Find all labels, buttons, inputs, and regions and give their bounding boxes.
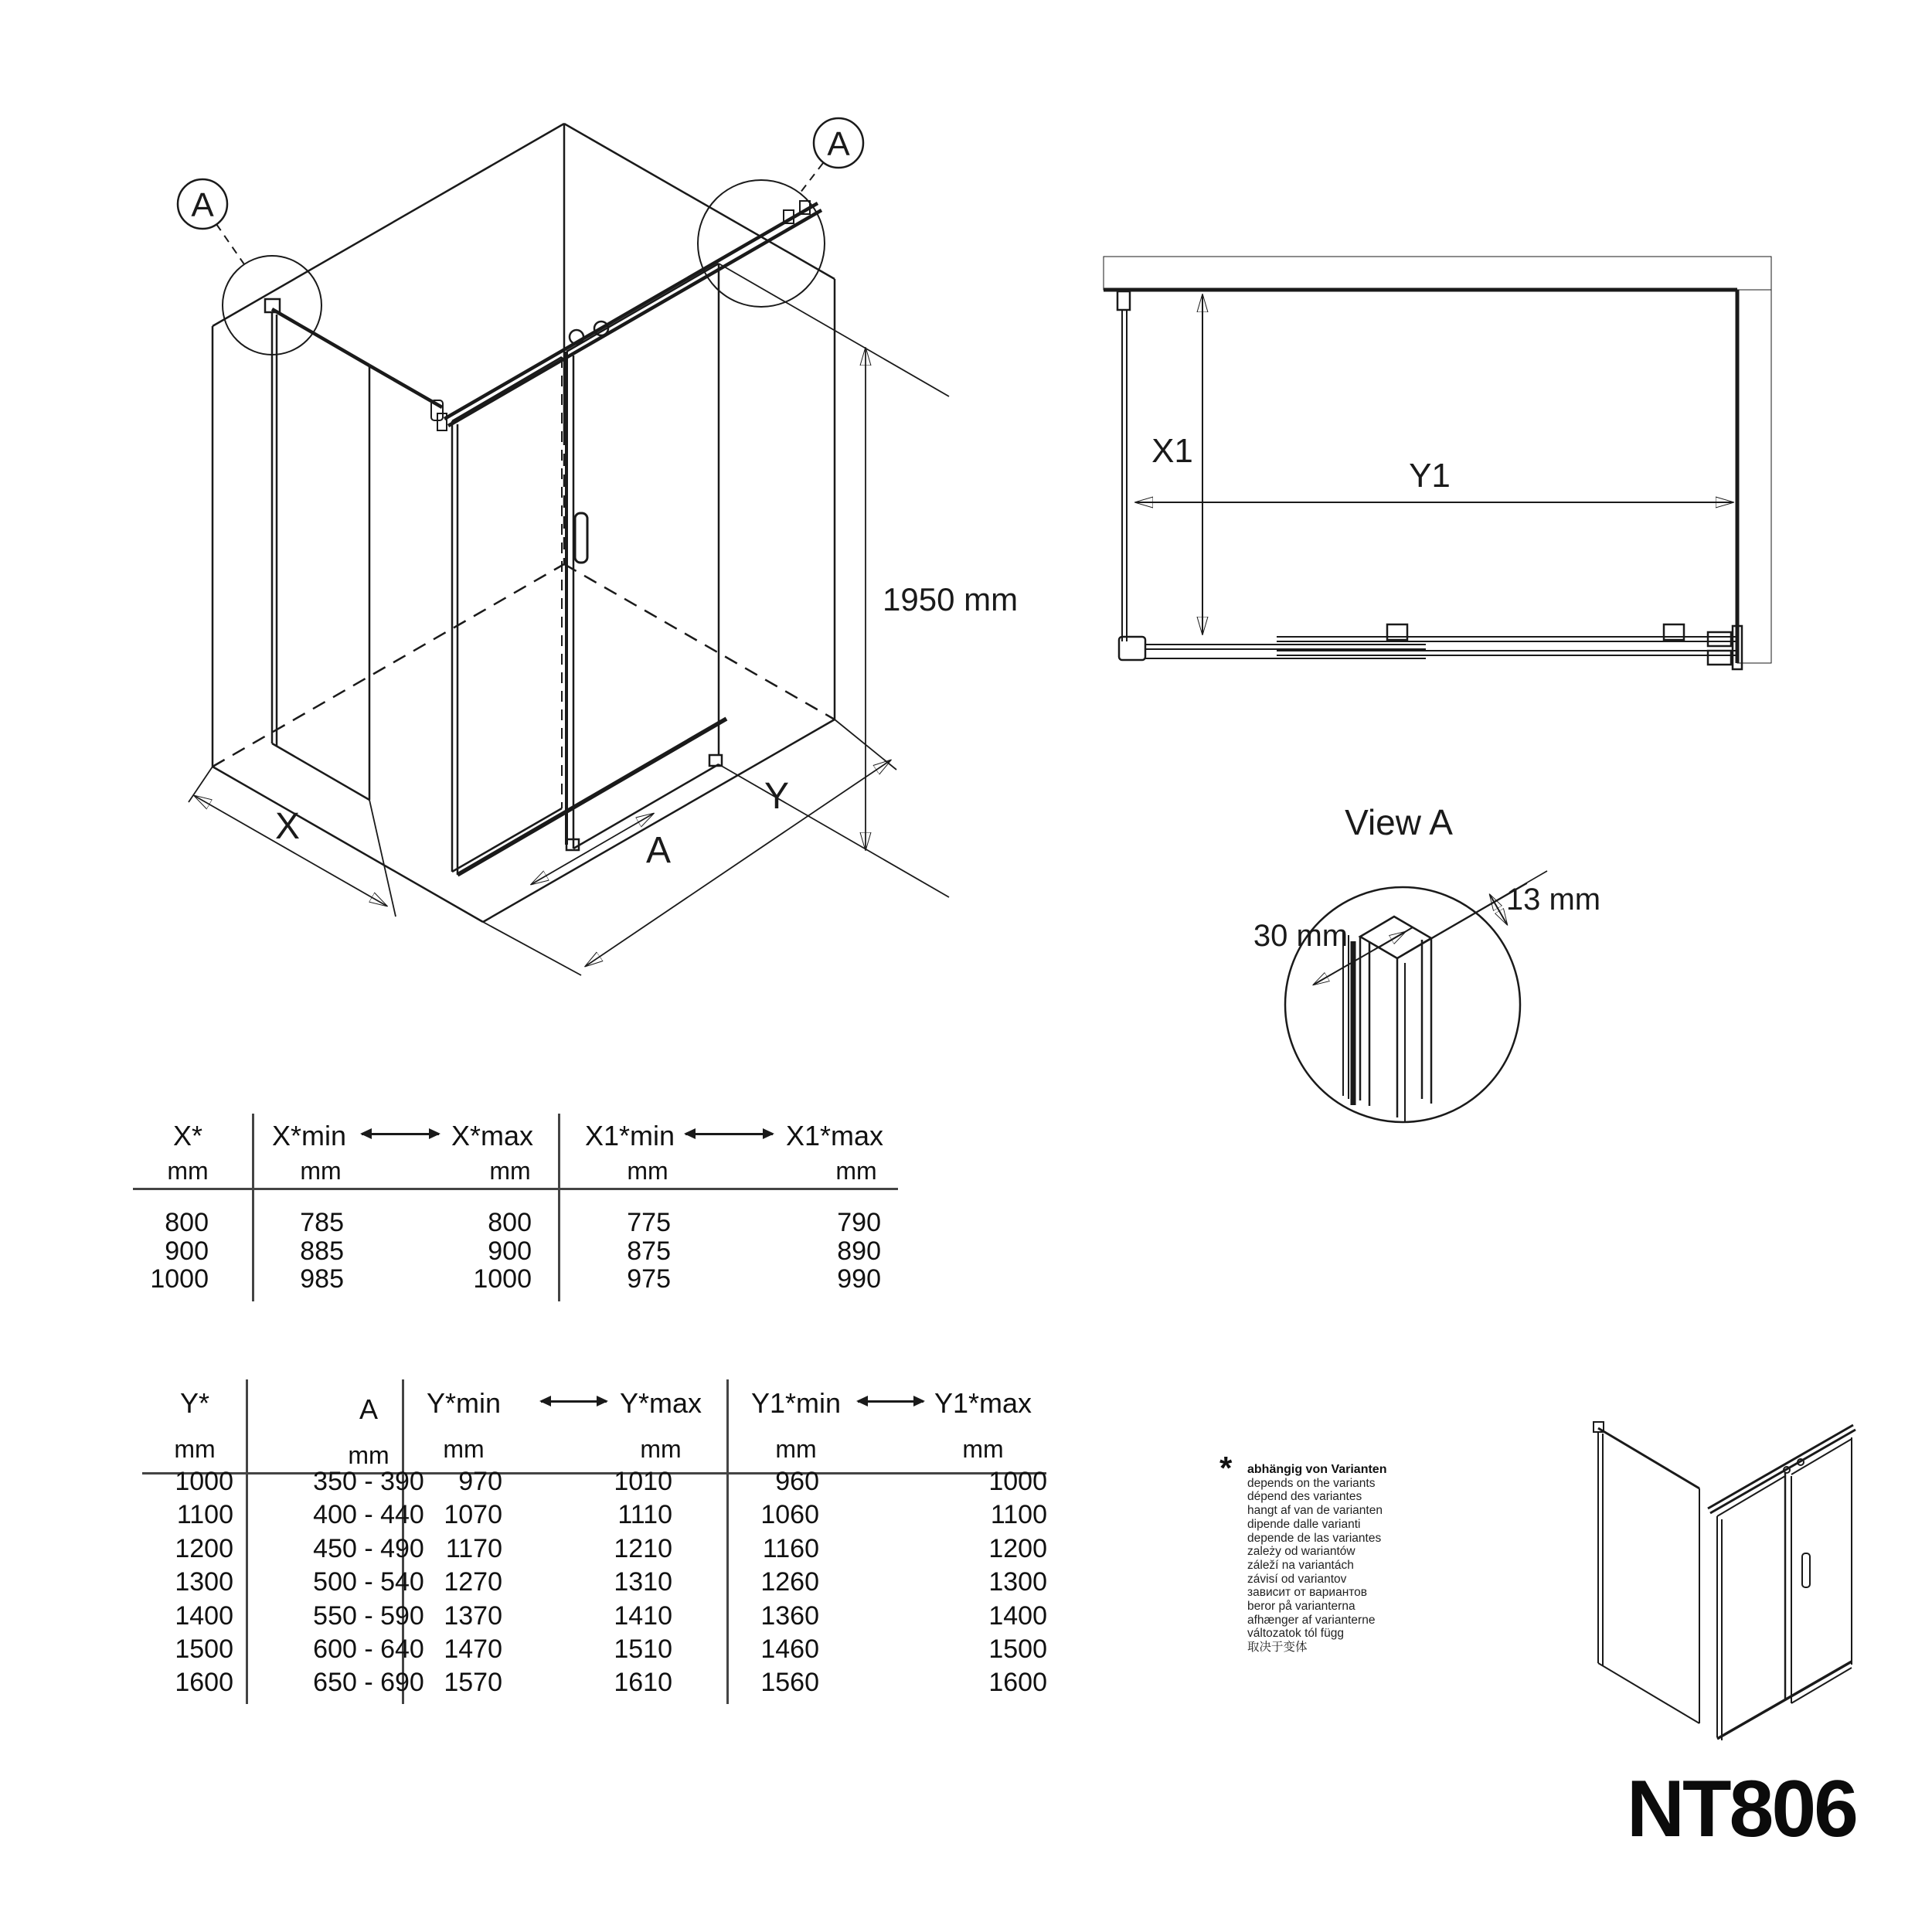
- plan-view: [1066, 232, 1855, 711]
- table-cell: 1000: [150, 1264, 209, 1294]
- table-cell: 1170: [445, 1533, 502, 1563]
- table-cell: 1300: [988, 1567, 1047, 1597]
- table-column: [931, 1465, 1047, 1700]
- table-cell: 1100: [990, 1500, 1047, 1530]
- table-cell: 885: [300, 1236, 344, 1266]
- table-cell: 1360: [760, 1600, 819, 1631]
- range-arrow-icon: [362, 1133, 439, 1135]
- table-cell: 500 - 540: [313, 1567, 424, 1597]
- table-cell: 1100: [176, 1500, 233, 1530]
- table-cell: 1370: [444, 1600, 502, 1631]
- table-cell: 1570: [444, 1668, 502, 1698]
- x1-dimension: [1151, 295, 1202, 634]
- range-arrow-icon: [858, 1400, 923, 1403]
- table-cell: 1270: [444, 1567, 502, 1597]
- y-table-header: Y*min: [426, 1387, 502, 1419]
- x-dimension: [189, 767, 396, 917]
- table-column: [135, 1465, 233, 1700]
- y-table-header: Y1*min: [750, 1387, 842, 1419]
- note-line: dépend des variantes: [1247, 1490, 1362, 1504]
- table-column: [594, 1209, 671, 1294]
- note-line: 取决于变体: [1247, 1641, 1308, 1655]
- table-cell: 350 - 390: [313, 1467, 424, 1496]
- table-cell: 1000: [988, 1467, 1047, 1496]
- note-line: depende de las variantes: [1247, 1531, 1382, 1545]
- unit-label: mm: [775, 1435, 817, 1463]
- note-line: depends on the variants: [1247, 1476, 1376, 1490]
- unit-label: mm: [300, 1157, 342, 1185]
- table-cell: 1560: [760, 1668, 819, 1698]
- door-threshold: [457, 719, 726, 875]
- table-cell: 1310: [614, 1567, 672, 1597]
- table-cell: 1610: [614, 1668, 672, 1698]
- y-table-header: Y1*max: [934, 1387, 1032, 1419]
- corner-walls: [213, 124, 835, 767]
- table-cell: 1410: [614, 1600, 672, 1631]
- view-a-title: View A: [1345, 802, 1453, 842]
- table-cell: 1060: [760, 1500, 819, 1530]
- table-column: [386, 1465, 502, 1700]
- note-line: változatok tól függ: [1247, 1627, 1344, 1641]
- table-cell: 900: [488, 1236, 532, 1266]
- view-a-detail: [1206, 788, 1638, 1175]
- sliding-door: [566, 264, 722, 850]
- side-glass-panel: [265, 299, 443, 800]
- end-fitting: [1708, 632, 1731, 646]
- table-cell: 450 - 490: [313, 1533, 424, 1563]
- table-cell: 790: [837, 1208, 881, 1237]
- table-cell: 985: [300, 1264, 344, 1294]
- note-line: dipende dalle varianti: [1247, 1517, 1361, 1531]
- table-cell: 900: [165, 1236, 209, 1266]
- note-line: afhænger af varianterne: [1247, 1613, 1376, 1627]
- note-line: abhängig von Varianten: [1247, 1463, 1387, 1476]
- note-line: hangt af van de varianten: [1247, 1504, 1383, 1518]
- table-cell: 1400: [988, 1600, 1047, 1631]
- wall-hatch-right: [1737, 290, 1771, 663]
- table-column: [131, 1209, 209, 1294]
- detail-label: A: [191, 186, 214, 224]
- table-divider: [252, 1114, 254, 1301]
- y-dimension-label: Y: [764, 776, 790, 817]
- unit-label: mm: [348, 1441, 389, 1469]
- table-cell: 775: [627, 1208, 671, 1237]
- table-divider: [246, 1379, 248, 1704]
- table-cell: 1600: [988, 1668, 1047, 1698]
- end-fitting: [1708, 651, 1731, 665]
- table-cell: 1400: [175, 1600, 233, 1631]
- product-thumbnail: [1569, 1406, 1878, 1762]
- table-cell: 970: [458, 1467, 502, 1496]
- thumb-door-handle: [1802, 1553, 1810, 1587]
- unit-label: mm: [962, 1435, 1004, 1463]
- door-handle: [575, 513, 587, 563]
- range-arrow-icon: [541, 1400, 607, 1403]
- y1-dimension: [1136, 457, 1733, 502]
- table-cell: 785: [300, 1208, 344, 1237]
- table-cell: 990: [837, 1264, 881, 1294]
- footnote-marker: *: [1219, 1450, 1233, 1486]
- height-dimension-label: 1950 mm: [883, 581, 1019, 617]
- table-cell: 800: [488, 1208, 532, 1237]
- x-table: [131, 1113, 904, 1314]
- thumb-side-panel: [1594, 1422, 1699, 1723]
- table-cell: 600 - 640: [313, 1634, 424, 1664]
- table-cell: 1110: [617, 1500, 672, 1530]
- dim-13mm-label: 13 mm: [1505, 883, 1601, 917]
- profile-section: [1343, 917, 1431, 1122]
- unit-label: mm: [835, 1157, 877, 1185]
- x-table-header: X1*min: [584, 1120, 675, 1151]
- table-cell: 960: [775, 1467, 819, 1496]
- table-cell: 875: [627, 1236, 671, 1266]
- x-table-header: X*min: [271, 1120, 347, 1151]
- note-line: závisí od variantov: [1247, 1572, 1347, 1586]
- shower-tray: [213, 719, 835, 922]
- model-code: NT806: [1626, 1764, 1856, 1854]
- unit-label: mm: [443, 1435, 485, 1463]
- detail-callout-left: [178, 179, 321, 355]
- note-line: záleží na variantách: [1247, 1558, 1354, 1572]
- table-cell: 1000: [473, 1264, 532, 1294]
- plan-door-assembly: [1119, 624, 1742, 669]
- table-cell: 1470: [444, 1634, 502, 1664]
- note-line: beror på varianterna: [1247, 1600, 1355, 1614]
- isometric-drawing: [0, 0, 1043, 1043]
- note-line: zależy od wariantów: [1247, 1545, 1355, 1559]
- table-column: [703, 1465, 819, 1700]
- y-table: [135, 1379, 1055, 1708]
- range-arrow-icon: [685, 1133, 773, 1135]
- table-cell: 1460: [760, 1634, 819, 1664]
- table-cell: 550 - 590: [313, 1600, 424, 1631]
- x-table-header: X*: [172, 1120, 203, 1151]
- table-cell: 650 - 690: [313, 1668, 424, 1698]
- table-divider: [558, 1114, 560, 1301]
- footnote-translations: [1247, 1463, 1386, 1655]
- plan-side-panel: [1117, 291, 1130, 641]
- wall-hatch-top: [1104, 257, 1771, 290]
- table-cell: 890: [837, 1236, 881, 1266]
- table-cell: 1200: [175, 1533, 233, 1563]
- table-column: [267, 1209, 344, 1294]
- y-dimension: [483, 719, 896, 975]
- table-cell: 800: [165, 1208, 209, 1237]
- x-table-header: X1*max: [785, 1120, 884, 1151]
- table-cell: 1260: [760, 1567, 819, 1597]
- y-table-header: A: [359, 1393, 379, 1425]
- y1-dimension-label: Y1: [1409, 457, 1451, 495]
- note-line: зависит от вариантов: [1247, 1586, 1368, 1600]
- x1-dimension-label: X1: [1151, 432, 1193, 470]
- y-table-header: Y*: [179, 1387, 210, 1419]
- table-column: [454, 1209, 532, 1294]
- table-cell: 1500: [988, 1634, 1047, 1664]
- table-cell: 1600: [175, 1668, 233, 1698]
- a-dimension: [532, 814, 671, 884]
- x-dimension-label: X: [274, 806, 301, 847]
- a-dimension-label: A: [645, 830, 672, 871]
- dim-30mm: [1253, 919, 1405, 985]
- table-cell: 1200: [988, 1533, 1047, 1563]
- detail-callout-right: [698, 118, 863, 307]
- unit-label: mm: [167, 1157, 209, 1185]
- table-cell: 1510: [614, 1634, 672, 1664]
- table-rule: [133, 1188, 898, 1190]
- x-table-header: X*max: [451, 1120, 534, 1151]
- unit-label: mm: [489, 1157, 531, 1185]
- table-cell: 1000: [175, 1467, 233, 1496]
- wall-profile: [1117, 291, 1130, 310]
- table-cell: 400 - 440: [313, 1500, 424, 1530]
- table-column: [556, 1465, 672, 1700]
- table-cell: 1160: [762, 1533, 819, 1563]
- thumb-door: [1708, 1425, 1855, 1740]
- table-cell: 975: [627, 1264, 671, 1294]
- table-cell: 1500: [175, 1634, 233, 1664]
- unit-label: mm: [640, 1435, 682, 1463]
- table-cell: 1010: [614, 1467, 672, 1496]
- table-cell: 1070: [444, 1500, 502, 1530]
- dim-30mm-label: 30 mm: [1253, 919, 1349, 953]
- unit-label: mm: [174, 1435, 216, 1463]
- table-cell: 1210: [614, 1533, 672, 1563]
- table-column: [804, 1209, 881, 1294]
- fixed-glass-panel: [452, 357, 562, 875]
- table-cell: 1300: [175, 1567, 233, 1597]
- rail-end-block: [1119, 637, 1145, 660]
- unit-label: mm: [627, 1157, 668, 1185]
- detail-label: A: [827, 125, 850, 163]
- y-table-header: Y*max: [619, 1387, 702, 1419]
